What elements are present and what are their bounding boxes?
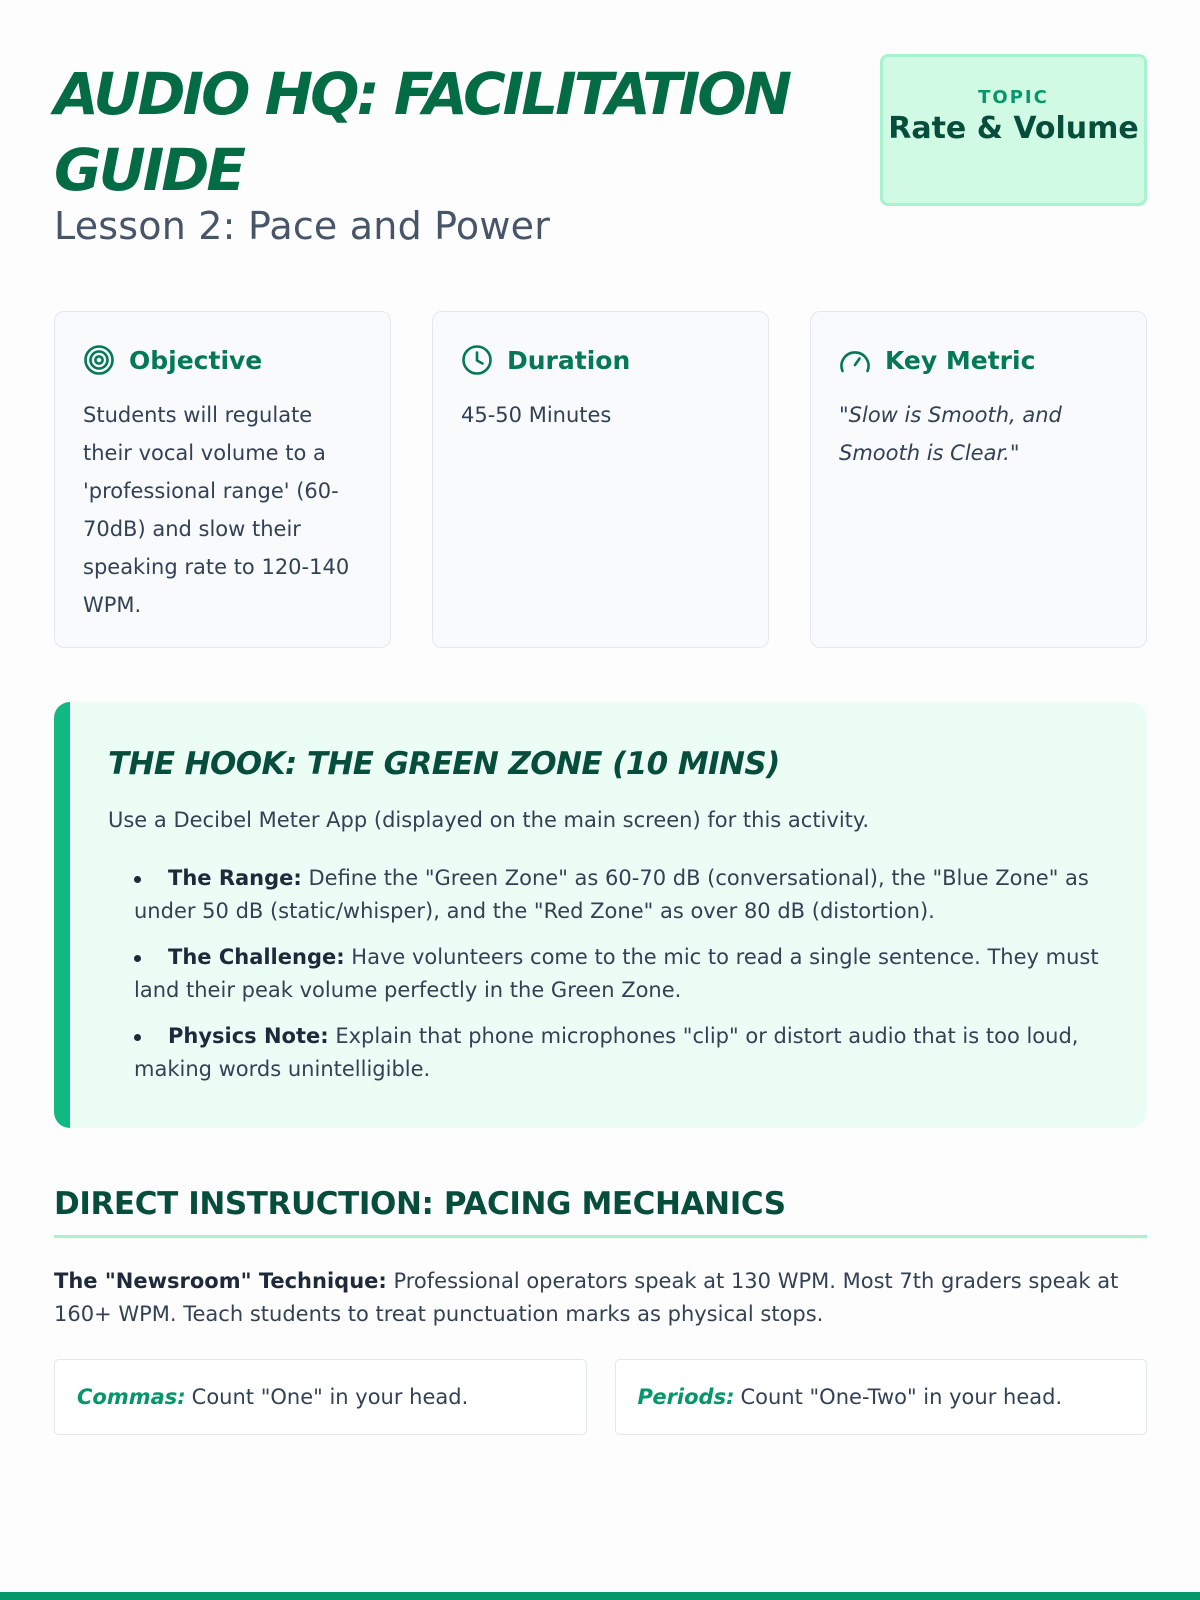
- lesson-subtitle: Lesson 2: Pace and Power: [54, 204, 551, 248]
- hook-list: [108, 862, 1107, 1086]
- section-divider: [54, 1235, 1147, 1238]
- list-item: [134, 941, 1107, 1007]
- key-metric-text: "Slow is Smooth, and Smooth is Clear.": [839, 403, 1062, 465]
- list-item-label: The Range:: [168, 866, 302, 890]
- periods-rule-card: [615, 1359, 1148, 1435]
- footer-bar: [0, 1592, 1200, 1600]
- key-metric-title: Key Metric: [885, 345, 1036, 375]
- duration-title: Duration: [507, 345, 631, 375]
- hook-title: THE HOOK: THE GREEN ZONE (10 MINS): [108, 746, 780, 782]
- hook-section: [54, 702, 1147, 1128]
- objective-card: [54, 311, 391, 648]
- direct-instruction-title: DIRECT INSTRUCTION: PACING MECHANICS: [54, 1186, 786, 1222]
- bullet-icon: [134, 955, 141, 962]
- bullet-icon: [134, 1034, 141, 1041]
- periods-text: Count "One-Two" in your head.: [740, 1385, 1063, 1409]
- technique-text: Professional operators speak at 130 WPM. Most 7th graders speak at 160+ WPM. Teach students to treat punctuation marks as physical stops.: [54, 1269, 1119, 1326]
- info-cards: [54, 311, 1147, 648]
- list-item-label: The Challenge:: [168, 945, 345, 969]
- objective-card-header: [83, 340, 362, 380]
- key-metric-card: [810, 311, 1147, 648]
- topic-value: Rate & Volume: [888, 111, 1139, 146]
- duration-text: 45-50 Minutes: [461, 403, 612, 427]
- target-icon: [83, 344, 115, 376]
- bullet-icon: [134, 876, 141, 883]
- commas-text: Count "One" in your head.: [191, 1385, 469, 1409]
- punctuation-rules: [54, 1359, 1147, 1435]
- duration-card-header: [461, 340, 740, 380]
- objective-text: Students will regulate their vocal volume to a 'professional range' (60-70dB) and slow their speaking rate to 120-140 WPM.: [83, 403, 350, 617]
- periods-label: Periods:: [637, 1385, 735, 1409]
- page-title: AUDIO HQ: FACILITATION GUIDE: [54, 60, 790, 204]
- direct-instruction-text: [54, 1265, 1147, 1331]
- list-item: [134, 1020, 1107, 1086]
- list-item-label: Physics Note:: [168, 1024, 329, 1048]
- topic-label: TOPIC: [978, 87, 1049, 108]
- list-item: [134, 862, 1107, 928]
- objective-title: Objective: [129, 345, 263, 375]
- clock-icon: [461, 344, 493, 376]
- key-metric-card-header: [839, 340, 1118, 380]
- gauge-icon: [839, 344, 871, 376]
- technique-label: The "Newsroom" Technique:: [54, 1269, 387, 1293]
- list-item-text: Explain that phone microphones "clip" or distort audio that is too loud, making words unintelligible.: [134, 1024, 1079, 1081]
- hook-intro: Use a Decibel Meter App (displayed on the main screen) for this activity.: [108, 808, 869, 832]
- list-item-text: Have volunteers come to the mic to read a single sentence. They must land their peak volume perfectly in the Green Zone.: [134, 945, 1099, 1002]
- commas-label: Commas:: [77, 1385, 186, 1409]
- topic-badge: [880, 54, 1147, 206]
- list-item-text: Define the "Green Zone" as 60-70 dB (conversational), the "Blue Zone" as under 50 dB (static/whisper), and the "Red Zone" as over 80 dB (distortion).: [134, 866, 1089, 923]
- duration-card: [432, 311, 769, 648]
- commas-rule-card: [54, 1359, 587, 1435]
